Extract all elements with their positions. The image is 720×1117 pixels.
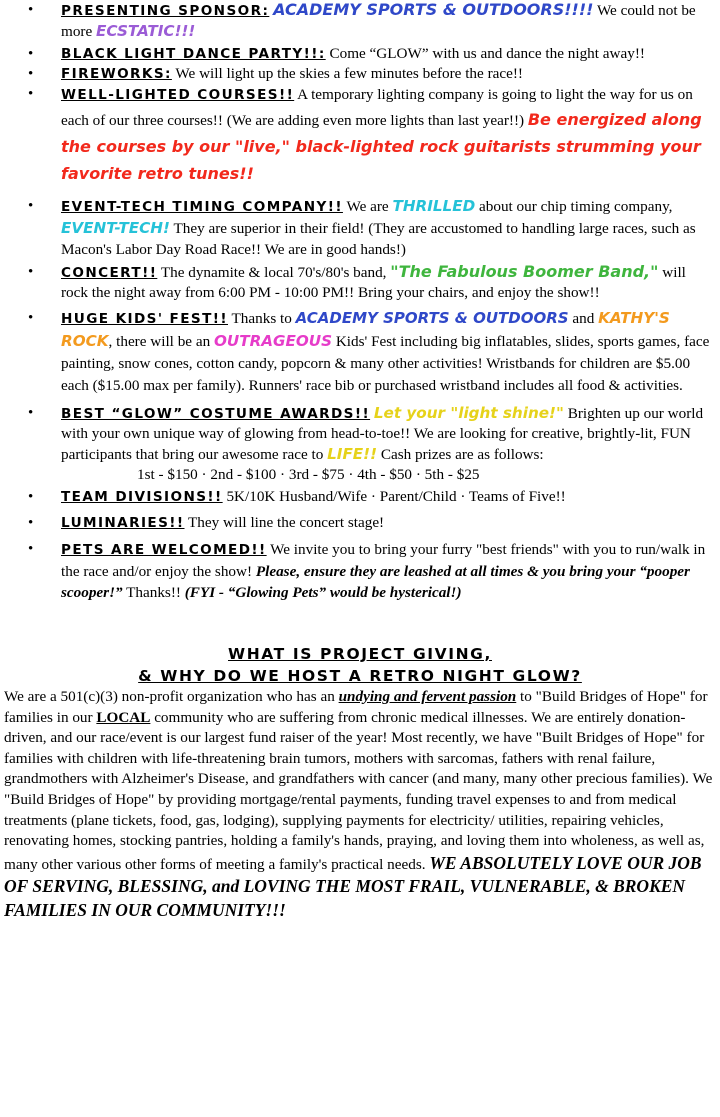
item-heading: TEAM DIVISIONS!! bbox=[61, 489, 223, 505]
item-heading: FIREWORKS: bbox=[61, 66, 172, 82]
outrageous-word: OUTRAGEOUS bbox=[213, 332, 333, 350]
item-heading: BEST “GLOW” COSTUME AWARDS!! bbox=[61, 406, 371, 422]
passion-emphasis: undying and fervent passion bbox=[338, 688, 517, 705]
event-tech-word: EVENT-TECH! bbox=[61, 219, 170, 237]
life-word: LIFE!! bbox=[327, 445, 378, 463]
bullet-icon: • bbox=[28, 489, 34, 505]
item-heading: WELL-LIGHTED COURSES!! bbox=[61, 87, 295, 103]
paragraph-text: community who are suffering from chronic medical illnesses. We are entirely donation-driven, and our race/event is our largest fund raiser of the year! Most recently, we have "Built Bridges of Hope" for families with children with life-threatening brain tumors, mothers with sarcomas, fathers with renal failure, grandmothers with Alzheimer's Disease, and grandfathers with cancer (and many, many other precious families). We "Build Bridges of Hope" by providing mortgage/rental payments, funding travel expenses to and from medical treatments (plane tickets, food, gas, lodging), supplying payments for electricity/ utilities, repairing vehicles, renovating homes, stocking pantries, holding a family's hands, praying, and loving them into wholeness, as well as, many other various other forms of meeting a family's practical needs. bbox=[4, 708, 713, 873]
sponsor-name: ACADEMY SPORTS & OUTDOORS bbox=[295, 309, 569, 327]
item-text: We will light up the skies a few minutes before the race!! bbox=[171, 65, 523, 82]
item-text: We are bbox=[342, 198, 393, 215]
guitarists-callout: Be energized along the courses by our "live," black-lighted rock guitarists strumming your favorite retro tunes!! bbox=[61, 110, 702, 183]
item-heading: BLACK LIGHT DANCE PARTY!!: bbox=[61, 46, 326, 62]
glowing-pets-note: (FYI - “Glowing Pets” would be hysterical!) bbox=[184, 584, 462, 601]
thrilled-word: THRILLED bbox=[392, 197, 476, 215]
list-item-dance-party bbox=[0, 44, 720, 64]
list-item-team-divisions bbox=[0, 487, 720, 507]
item-text: We invite you to bring your furry "best friends" with you to run/walk in the race and/or enjoy the show! bbox=[61, 541, 706, 580]
bullet-icon: • bbox=[28, 541, 34, 557]
item-text: They will line the concert stage! bbox=[184, 514, 385, 531]
bullet-icon: • bbox=[28, 2, 34, 18]
kathys-rock-name: KATHY'S ROCK bbox=[61, 309, 670, 350]
item-text: will rock the night away from 6:00 PM - 10:00 PM!! Bring your chairs, and enjoy the show!! bbox=[61, 264, 686, 301]
sponsor-name: ACADEMY SPORTS & OUTDOORS!!!! bbox=[273, 0, 594, 19]
item-text: 5K/10K Husband/Wife · Parent/Child · Teams of Five!! bbox=[222, 488, 566, 505]
list-item-pets bbox=[0, 539, 720, 603]
cash-prizes: 1st - $150 · 2nd - $100 · 3rd - $75 · 4th - $50 · 5th - $25 bbox=[137, 466, 480, 483]
item-text: Kids' Fest including big inflatables, slides, sports games, face painting, snow cones, cotton candy, popcorn & many other activities! Wristbands for children are $5.00 each ($15.00 max per family). Runners' race bib or purchased wristband includes all food & activities. bbox=[61, 333, 710, 394]
item-heading: CONCERT!! bbox=[61, 265, 158, 281]
ecstatic-word: ECSTATIC!!! bbox=[96, 22, 196, 40]
item-text: A temporary lighting company is going to light the way for us on each of our three courses!! (We are adding even more lights than last year!!) bbox=[61, 86, 693, 129]
item-text: Come “GLOW” with us and dance the night away!! bbox=[325, 45, 645, 62]
local-emphasis: LOCAL bbox=[96, 708, 151, 726]
mission-paragraph bbox=[0, 687, 720, 923]
list-item-luminaries bbox=[0, 513, 720, 533]
bullet-icon: • bbox=[28, 515, 34, 531]
bullet-icon: • bbox=[28, 66, 34, 82]
item-text: , there will be an bbox=[108, 333, 214, 350]
band-name: "The Fabulous Boomer Band," bbox=[390, 262, 659, 281]
list-item-fireworks bbox=[0, 64, 720, 84]
paragraph-text: We are a 501(c)(3) non-profit organization who has an bbox=[4, 688, 339, 705]
section-title-line-1: WHAT IS PROJECT GIVING, bbox=[228, 645, 492, 663]
bullet-icon: • bbox=[28, 86, 34, 102]
bullet-icon: • bbox=[28, 46, 34, 62]
bullet-icon: • bbox=[28, 198, 34, 214]
list-item-presenting-sponsor bbox=[0, 0, 720, 42]
leash-notice: Please, ensure they are leashed at all times & you bring your “pooper scooper!” bbox=[61, 563, 690, 601]
item-heading: PETS ARE WELCOMED!! bbox=[61, 542, 267, 558]
list-item-costume-awards bbox=[0, 403, 720, 485]
item-heading: PRESENTING SPONSOR: bbox=[61, 3, 270, 19]
item-heading: LUMINARIES!! bbox=[61, 515, 185, 531]
item-text: and bbox=[568, 310, 599, 327]
bullet-icon: • bbox=[28, 405, 34, 421]
item-text: Thanks!! bbox=[122, 584, 185, 601]
list-item-concert bbox=[0, 262, 720, 303]
light-shine-callout: Let your "light shine!" bbox=[373, 404, 564, 422]
item-text: The dynamite & local 70's/80's band, bbox=[157, 264, 391, 281]
closing-statement: WE ABSOLUTELY LOVE OUR JOB OF SERVING, BLESSING, and LOVING THE MOST FRAIL, VULNERABLE, & BROKEN FAMILIES IN OUR COMMUNITY!!! bbox=[4, 852, 702, 920]
item-heading: HUGE KIDS' FEST!! bbox=[61, 311, 228, 327]
item-text: about our chip timing company, bbox=[475, 198, 673, 215]
item-text: We could not be more bbox=[61, 2, 696, 40]
list-item-kids-fest bbox=[0, 307, 720, 397]
bullet-icon: • bbox=[28, 310, 34, 326]
paragraph-text: to "Build Bridges of Hope" for families in our bbox=[4, 688, 708, 726]
list-item-courses bbox=[0, 84, 720, 187]
item-heading: EVENT-TECH TIMING COMPANY!! bbox=[61, 199, 343, 215]
section-title-line-2: & WHY DO WE HOST A RETRO NIGHT GLOW? bbox=[138, 667, 582, 685]
list-item-timing bbox=[0, 196, 720, 260]
bullet-icon: • bbox=[28, 264, 34, 280]
item-text: They are superior in their field! (They are accustomed to handling large races, such as Macon's Labor Day Road Race!! We are in good hands!) bbox=[61, 220, 696, 258]
item-text: Brighten up our world with your own unique way of glowing from head-to-toe!! We are looking for creative, brightly-lit, FUN participants that bring our awesome race to bbox=[61, 405, 704, 463]
item-text: Thanks to bbox=[228, 310, 296, 327]
item-text: Cash prizes are as follows: bbox=[377, 446, 544, 463]
